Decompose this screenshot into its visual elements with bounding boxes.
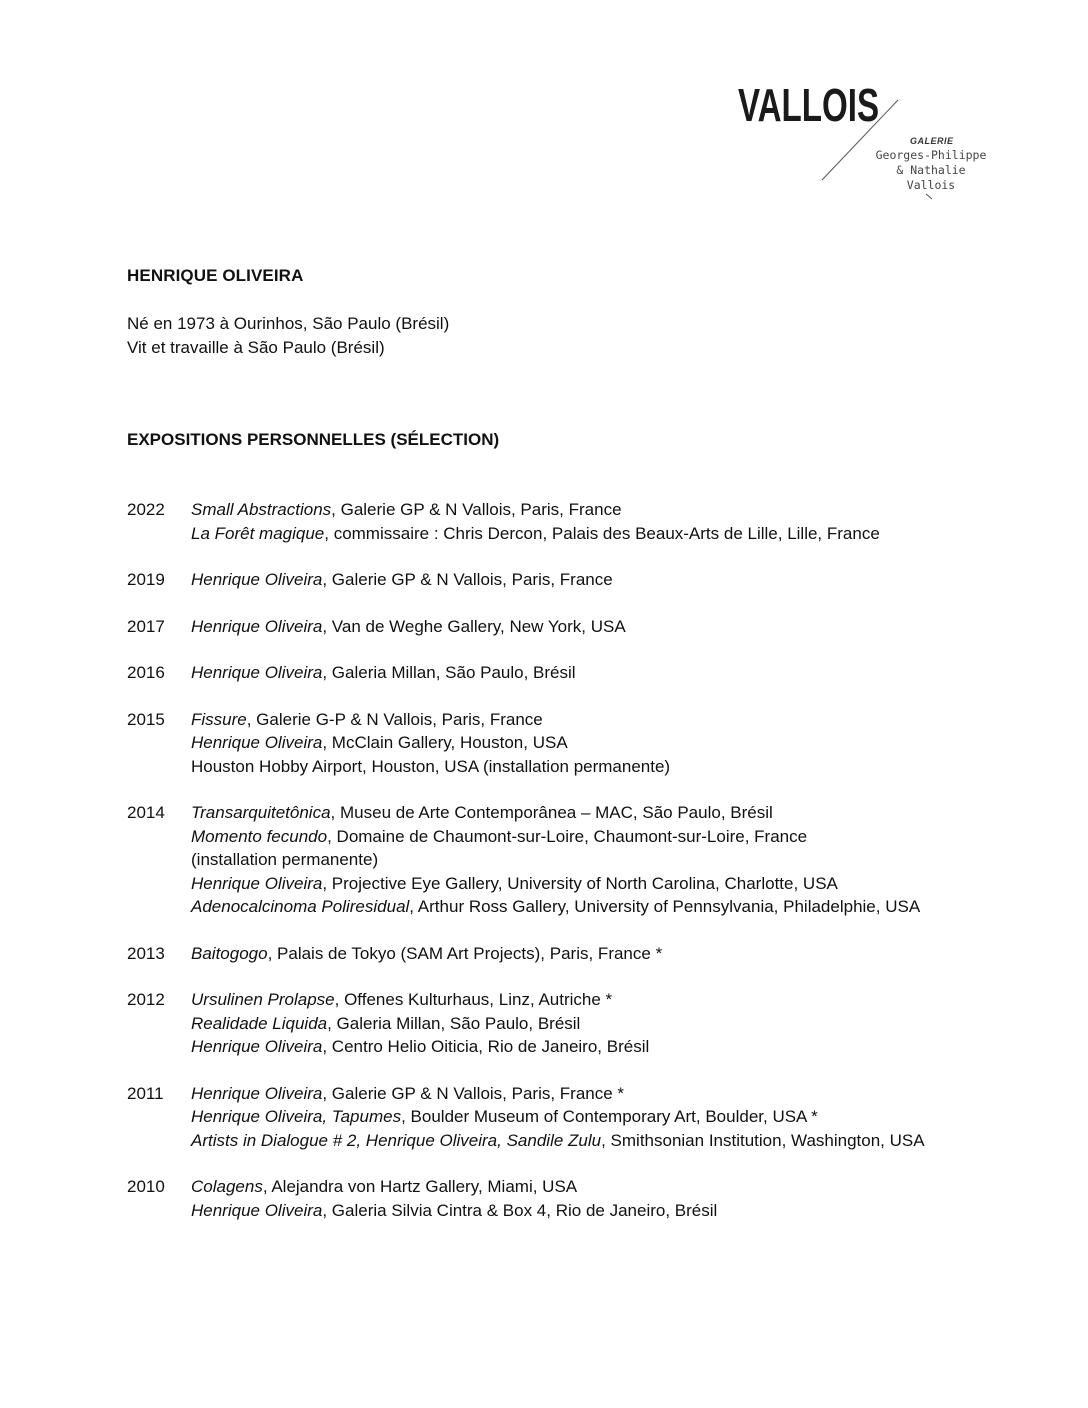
exhibition-title: Henrique Oliveira (191, 616, 323, 636)
exhibition-title: Henrique Oliveira (191, 733, 323, 752)
exhibition-entry (127, 661, 1027, 685)
exhibition-year: 2017 (127, 616, 165, 636)
logo-wordmark: VALLOIS (738, 79, 880, 131)
exhibition-title: Henrique Oliveira (191, 873, 323, 893)
exhibition-title: Ursulinen Prolapse (191, 990, 335, 1009)
exhibition-details: , Museu de Arte Contemporânea – MAC, São Paulo, Brésil (330, 803, 773, 822)
exhibition-lines (191, 942, 1027, 966)
exhibition-lines (191, 498, 1027, 545)
exhibition-entry (127, 615, 1027, 639)
exhibition-details: , Centro Helio Oiticia, Rio de Janeiro, Brésil (322, 1037, 650, 1056)
exhibition-line (191, 895, 1027, 919)
exhibition-title: Realidade Liquida (191, 1013, 328, 1033)
exhibition-line (191, 1199, 1027, 1223)
exhibition-title: Fissure (191, 709, 247, 729)
exhibition-year: 2010 (127, 1177, 165, 1196)
exhibition-details: , Palais de Tokyo (SAM Art Projects), Paris, France * (267, 943, 663, 963)
exhibition-year: 2013 (127, 943, 165, 963)
exhibition-title: Colagens (191, 1177, 263, 1196)
exhibition-details: (installation permanente) (191, 850, 379, 869)
exhibition-lines (191, 708, 1027, 779)
exhibition-line (191, 1035, 1027, 1059)
artist-name: HENRIQUE OLIVEIRA (127, 266, 304, 285)
exhibition-line (191, 755, 1027, 779)
exhibition-lines (191, 801, 1027, 919)
exhibition-title: Henrique Oliveira, Tapumes (191, 1107, 402, 1126)
exhibition-line (191, 1082, 1027, 1106)
artist-birth: Né en 1973 à Ourinhos, São Paulo (Brésil) (127, 314, 450, 333)
gallery-logo (730, 78, 1010, 208)
exhibition-details: , Projective Eye Gallery, University of North Carolina, Charlotte, USA (322, 873, 838, 893)
exhibition-line (191, 1175, 1027, 1199)
exhibition-line (191, 568, 1027, 592)
exhibition-year: 2014 (127, 803, 165, 822)
exhibition-lines (191, 1175, 1027, 1222)
exhibition-entry (127, 1082, 1027, 1153)
exhibition-details: , Galerie GP & N Vallois, Paris, France (322, 570, 613, 589)
exhibition-entry (127, 498, 1027, 545)
exhibition-details: , Galerie G-P & N Vallois, Paris, France (246, 709, 543, 729)
exhibition-lines (191, 568, 1027, 592)
exhibition-title: Henrique Oliveira (191, 1037, 323, 1056)
logo-name-line: Georges-Philippe (875, 148, 987, 162)
exhibition-line (191, 615, 1027, 639)
logo-names (875, 148, 987, 193)
exhibition-line (191, 801, 1027, 825)
exhibition-year: 2011 (127, 1083, 164, 1103)
exhibition-details: , Galeria Millan, São Paulo, Brésil (327, 1013, 581, 1033)
exhibition-entry (127, 801, 1027, 919)
exhibition-title: La Forêt magique (191, 523, 325, 543)
exhibition-details: , Van de Weghe Gallery, New York, USA (322, 616, 626, 636)
exhibition-details: , Galerie GP & N Vallois, Paris, France (331, 500, 622, 519)
exhibition-year: 2022 (127, 500, 165, 519)
exhibition-line (191, 848, 1027, 872)
exhibition-line (191, 942, 1027, 966)
exhibition-lines (191, 1082, 1027, 1153)
exhibition-line (191, 1129, 1027, 1153)
exhibition-entry (127, 988, 1027, 1059)
exhibition-entry (127, 942, 1027, 966)
exhibition-title: Henrique Oliveira (191, 570, 323, 589)
exhibition-title: Adenocalcinoma Poliresidual (191, 897, 410, 916)
exhibition-line (191, 522, 1027, 546)
exhibition-title: Transarquitetônica (191, 803, 331, 822)
exhibition-details: , Smithsonian Institution, Washington, USA (601, 1130, 925, 1150)
exhibition-line (191, 708, 1027, 732)
exhibition-title: Artists in Dialogue # 2, Henrique Oliveira, Sandile Zulu (191, 1130, 602, 1150)
exhibition-title: Baitogogo (191, 943, 268, 963)
exhibition-details: , Offenes Kulturhaus, Linz, Autriche * (334, 990, 613, 1009)
exhibition-title: Small Abstractions (191, 500, 332, 519)
exhibition-title: Henrique Oliveira (191, 1200, 323, 1220)
exhibition-details: , Alejandra von Hartz Gallery, Miami, USA (262, 1177, 578, 1196)
exhibition-line (191, 825, 1027, 849)
logo-name-line: & Nathalie (896, 163, 966, 177)
exhibition-details: , commissaire : Chris Dercon, Palais des Beaux-Arts de Lille, Lille, France (324, 523, 880, 543)
artist-bio (127, 312, 449, 360)
exhibition-line (191, 872, 1027, 896)
exhibition-lines (191, 615, 1027, 639)
exhibition-details: , Galeria Millan, São Paulo, Brésil (322, 663, 576, 682)
exhibition-details: , Galeria Silvia Cintra & Box 4, Rio de Janeiro, Brésil (322, 1200, 718, 1220)
logo-name-line: Vallois (906, 178, 956, 192)
logo-galerie-label: GALERIE (910, 136, 954, 146)
exhibition-line (191, 498, 1027, 522)
exhibition-list (127, 498, 1027, 1222)
exhibition-title: Momento fecundo (191, 826, 328, 846)
exhibition-line (191, 988, 1027, 1012)
section-title: EXPOSITIONS PERSONNELLES (SÉLECTION) (127, 430, 500, 449)
exhibition-details: , McClain Gallery, Houston, USA (322, 733, 568, 752)
artist-residence: Vit et travaille à São Paulo (Brésil) (127, 338, 385, 357)
exhibition-lines (191, 988, 1027, 1059)
exhibition-details: Houston Hobby Airport, Houston, USA (installation permanente) (191, 756, 671, 776)
exhibition-line (191, 661, 1027, 685)
exhibition-details: , Galerie GP & N Vallois, Paris, France * (322, 1083, 625, 1103)
exhibition-year: 2016 (127, 663, 165, 682)
exhibition-entry (127, 1175, 1027, 1222)
exhibition-year: 2015 (127, 709, 165, 729)
exhibition-title: Henrique Oliveira (191, 663, 323, 682)
exhibition-details: , Boulder Museum of Contemporary Art, Boulder, USA * (401, 1107, 818, 1126)
exhibition-details: , Domaine de Chaumont-sur-Loire, Chaumont-sur-Loire, France (327, 826, 808, 846)
exhibition-year: 2012 (127, 990, 165, 1009)
exhibition-line (191, 731, 1027, 755)
exhibition-line (191, 1105, 1027, 1129)
exhibition-lines (191, 661, 1027, 685)
exhibition-line (191, 1012, 1027, 1036)
exhibition-title: Henrique Oliveira (191, 1083, 323, 1103)
exhibition-entry (127, 708, 1027, 779)
exhibition-entry (127, 568, 1027, 592)
exhibition-details: , Arthur Ross Gallery, University of Pennsylvania, Philadelphie, USA (409, 897, 921, 916)
exhibition-year: 2019 (127, 570, 165, 589)
